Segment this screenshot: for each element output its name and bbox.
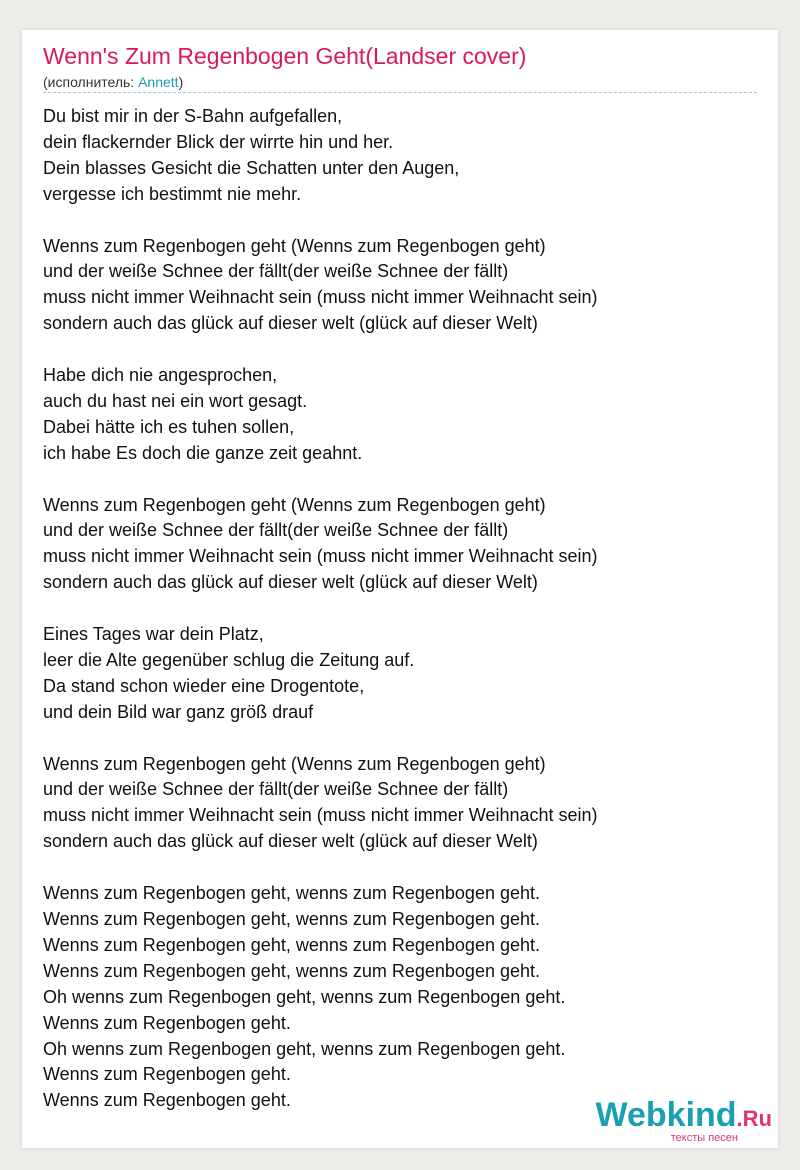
lyrics-line: Oh wenns zum Regenbogen geht, wenns zum Regenbogen geht. bbox=[43, 1038, 566, 1059]
lyrics-line: Da stand schon wieder eine Drogentote, bbox=[43, 675, 365, 696]
lyrics-line: auch du hast nei ein wort gesagt. bbox=[43, 390, 308, 411]
lyrics-line: leer die Alte gegenüber schlug die Zeitung auf. bbox=[43, 649, 415, 670]
lyrics-line: Wenns zum Regenbogen geht, wenns zum Regenbogen geht. bbox=[43, 934, 541, 955]
lyrics-line: ich habe Es doch die ganze zeit geahnt. bbox=[43, 442, 363, 463]
lyrics-line: Wenns zum Regenbogen geht, wenns zum Regenbogen geht. bbox=[43, 883, 541, 904]
lyrics-line: Du bist mir in der S-Bahn aufgefallen, bbox=[43, 106, 343, 126]
artist-link[interactable]: Annett bbox=[138, 74, 179, 90]
lyrics-line: und der weiße Schnee der fällt(der weiße Schnee der fällt) bbox=[43, 520, 509, 541]
lyrics-line: Wenns zum Regenbogen geht, wenns zum Regenbogen geht. bbox=[43, 960, 541, 981]
title-divider bbox=[43, 92, 757, 93]
lyrics-line: Dein blasses Gesicht die Schatten unter den Augen, bbox=[43, 157, 460, 178]
lyrics-line: Eines Tages war dein Platz, bbox=[43, 624, 264, 645]
lyrics-line: Wenns zum Regenbogen geht (Wenns zum Regenbogen geht) bbox=[43, 494, 546, 515]
lyrics-line: vergesse ich bestimmt nie mehr. bbox=[43, 183, 302, 204]
lyrics-line: Wenns zum Regenbogen geht. bbox=[43, 1012, 291, 1033]
lyrics-line: sondern auch das glück auf dieser welt (glück auf dieser Welt) bbox=[43, 831, 538, 852]
lyrics-line: und der weiße Schnee der fällt(der weiße Schnee der fällt) bbox=[43, 261, 509, 282]
artist-line bbox=[43, 74, 183, 90]
lyrics-stanza bbox=[43, 752, 598, 856]
lyrics-line: und dein Bild war ganz größ drauf bbox=[43, 701, 314, 722]
logo-domain-suffix: .Ru bbox=[736, 1106, 772, 1131]
lyrics-line: Wenns zum Regenbogen geht. bbox=[43, 1090, 291, 1111]
lyrics-line: Dabei hätte ich es tuhen sollen, bbox=[43, 416, 295, 437]
lyrics-line: und der weiße Schnee der fällt(der weiße Schnee der fällt) bbox=[43, 779, 509, 800]
lyrics-line: Habe dich nie angesprochen, bbox=[43, 365, 278, 386]
lyrics-line: sondern auch das glück auf dieser welt (glück auf dieser Welt) bbox=[43, 572, 538, 593]
song-title: Wenn's Zum Regenbogen Geht(Landser cover) bbox=[43, 43, 527, 69]
lyrics-stanza bbox=[43, 234, 598, 338]
artist-suffix: ) bbox=[178, 74, 184, 90]
lyrics-line: muss nicht immer Weihnacht sein (muss nicht immer Weihnacht sein) bbox=[43, 287, 598, 308]
lyrics-card bbox=[22, 30, 778, 1148]
logo-tagline: тексты песен bbox=[670, 1132, 738, 1144]
lyrics-line: sondern auch das glück auf dieser welt (glück auf dieser Welt) bbox=[43, 313, 538, 334]
lyrics-line: dein flackernder Blick der wirrte hin und her. bbox=[43, 131, 394, 152]
site-logo[interactable] bbox=[596, 1098, 773, 1144]
logo-wordmark: Webkind bbox=[595, 1096, 737, 1134]
lyrics-line: Wenns zum Regenbogen geht, wenns zum Regenbogen geht. bbox=[43, 909, 541, 929]
lyrics-stanza bbox=[43, 363, 598, 467]
lyrics-line: Wenns zum Regenbogen geht (Wenns zum Regenbogen geht) bbox=[43, 235, 546, 256]
lyrics-line: muss nicht immer Weihnacht sein (muss nicht immer Weihnacht sein) bbox=[43, 546, 598, 567]
lyrics-line: Wenns zum Regenbogen geht (Wenns zum Regenbogen geht) bbox=[43, 753, 546, 774]
lyrics-stanza bbox=[43, 493, 598, 597]
lyrics-stanza bbox=[43, 104, 598, 208]
lyrics-stanza bbox=[43, 622, 598, 726]
artist-prefix: (исполнитель: bbox=[43, 74, 139, 90]
lyrics-stanza bbox=[43, 881, 598, 1114]
lyrics-line: Oh wenns zum Regenbogen geht, wenns zum Regenbogen geht. bbox=[43, 986, 566, 1007]
lyrics-line: muss nicht immer Weihnacht sein (muss nicht immer Weihnacht sein) bbox=[43, 805, 598, 826]
lyrics-line: Wenns zum Regenbogen geht. bbox=[43, 1064, 291, 1085]
lyrics-body bbox=[43, 104, 598, 1114]
